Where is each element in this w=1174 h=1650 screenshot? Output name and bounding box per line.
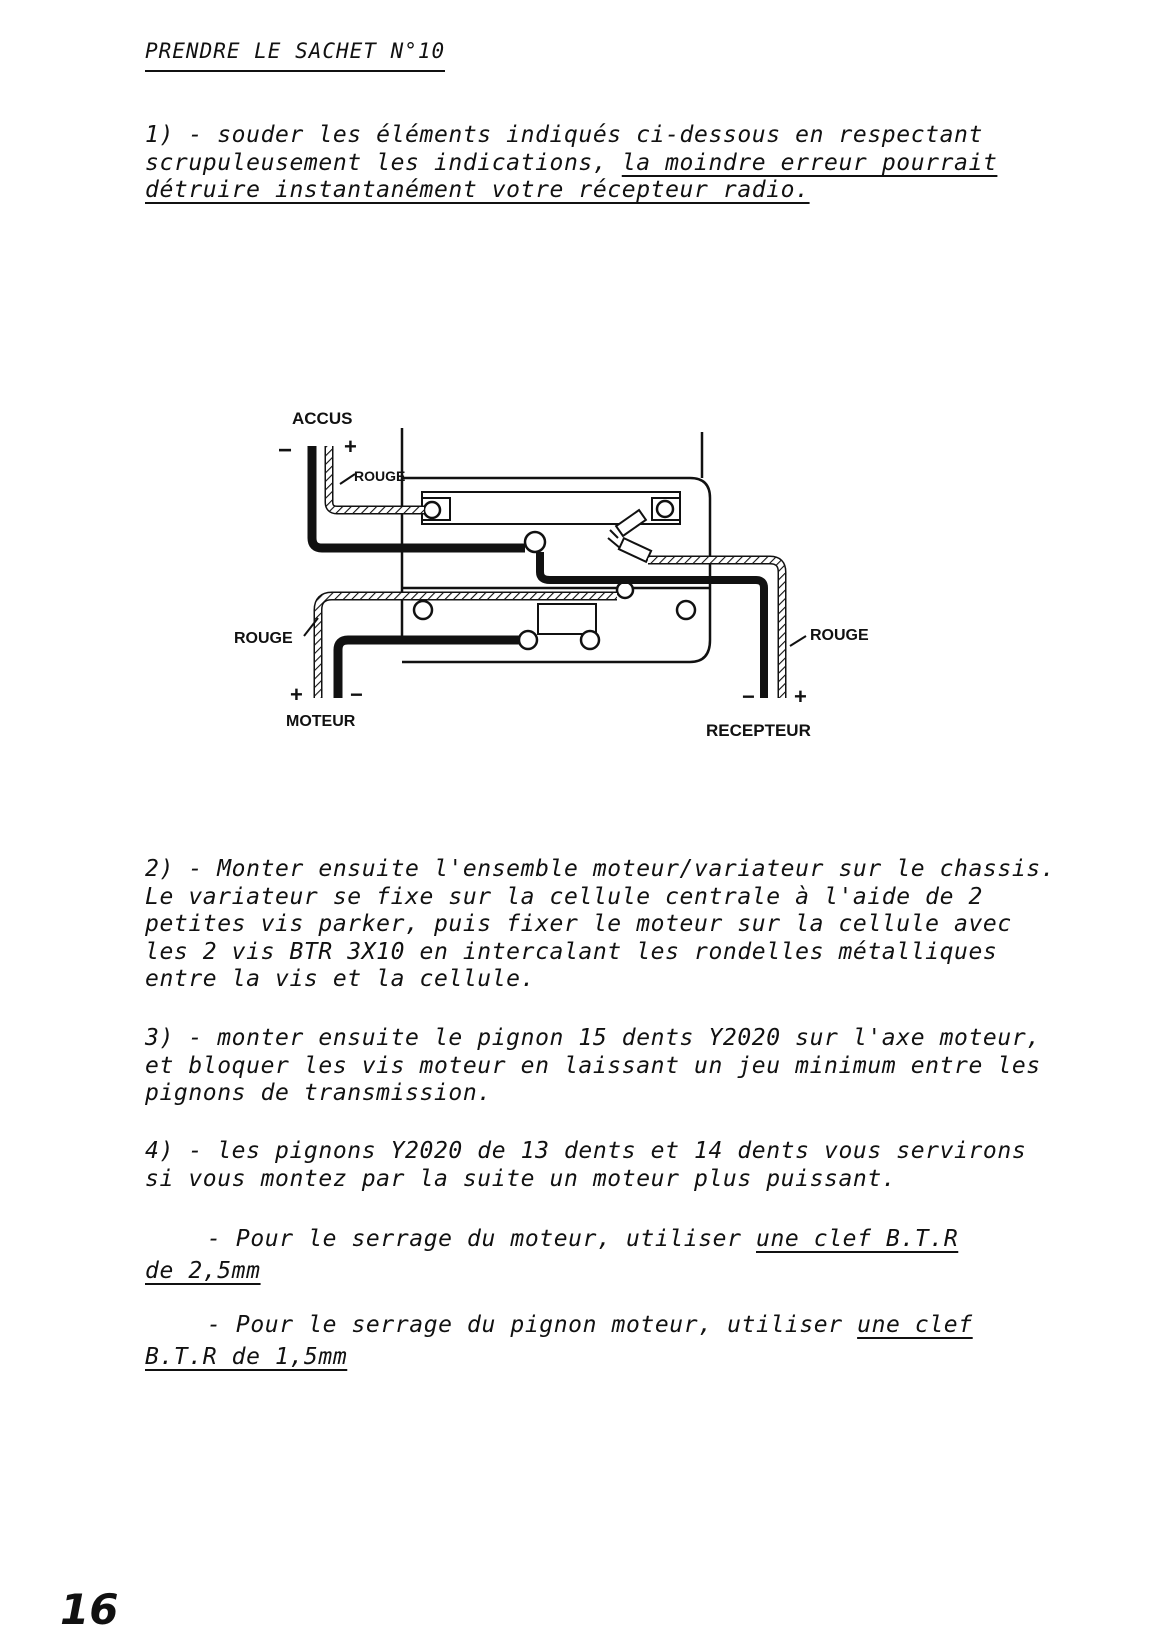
rouge-top-label: ROUGE: [354, 468, 406, 484]
step-4-line: 4) - les pignons Y2020 de 13 dents et 14 dents vous servirons: [145, 1138, 1027, 1164]
moteur-negative-wire: [338, 640, 520, 698]
note-2-tool-part-1: une clef: [857, 1312, 973, 1338]
rouge-right-label: ROUGE: [810, 627, 869, 644]
moteur-plus-sign: +: [290, 682, 303, 707]
step-4-paragraph: [145, 1138, 1026, 1193]
wiring-diagram: [0, 0, 1174, 760]
step-2-line: petites vis parker, puis fixer le moteur sur la cellule avec: [145, 911, 1012, 937]
accus-minus-sign: −: [278, 437, 293, 464]
note-2-text: - Pour le serrage du pignon moteur, utiliser: [207, 1312, 858, 1338]
note-2-tool-part-2: B.T.R de 1,5mm: [145, 1343, 348, 1370]
note-1-tool-part-1: une clef B.T.R: [756, 1226, 959, 1252]
note-1-text: - Pour le serrage du moteur, utiliser: [207, 1226, 756, 1252]
accus-negative-wire: [312, 446, 525, 548]
step-2-line: les 2 vis BTR 3X10 en intercalant les rondelles métalliques: [145, 938, 998, 965]
step-1-line-1: 1) - souder les éléments indiqués ci-dessous en respectant: [145, 122, 983, 148]
step-3-paragraph: [145, 1025, 1041, 1108]
step-3-line: et bloquer les vis moteur en laissant un jeu minimum entre les: [145, 1052, 1041, 1079]
step-2-line: entre la vis et la cellule.: [145, 966, 536, 992]
step-3-line: 3) - monter ensuite le pignon 15 dents Y2020 sur l'axe moteur,: [145, 1025, 1041, 1051]
accus-label: ACCUS: [292, 409, 353, 428]
step-2-paragraph: [145, 856, 1055, 994]
moteur-minus-sign: −: [350, 682, 363, 707]
step-1-warning-part-1: la moindre erreur pourrait: [621, 149, 998, 176]
step-4-line: si vous montez par la suite un moteur plus puissant.: [145, 1165, 897, 1192]
recepteur-minus-sign: −: [742, 684, 755, 709]
note-pinion-tightening: [145, 1312, 973, 1371]
step-1-warning-part-2: détruire instantanément votre récepteur radio.: [145, 177, 810, 203]
section-header: PRENDRE LE SACHET N°10: [145, 38, 445, 72]
page-number: 16: [60, 1585, 119, 1634]
accus-plus-sign: +: [344, 434, 357, 459]
step-3-line: pignons de transmission.: [145, 1080, 492, 1106]
step-2-line: 2) - Monter ensuite l'ensemble moteur/variateur sur le chassis.: [145, 856, 1056, 882]
recepteur-plus-sign: +: [794, 684, 807, 709]
moteur-label: MOTEUR: [286, 713, 356, 730]
recepteur-negative-wire: [540, 552, 764, 698]
note-1-line-1: [145, 1226, 958, 1254]
step-1-line-2-text: scrupuleusement les indications,: [145, 149, 622, 176]
note-1-tool-part-2: de 2,5mm: [145, 1257, 261, 1284]
electronic-components: [608, 510, 651, 562]
note-motor-tightening: [145, 1226, 958, 1285]
recepteur-label: RECEPTEUR: [706, 721, 811, 740]
step-2-line: Le variateur se fixe sur la cellule centrale à l'aide de 2: [145, 883, 983, 910]
note-2-line-1: [145, 1312, 973, 1340]
rouge-left-label: ROUGE: [234, 630, 293, 647]
